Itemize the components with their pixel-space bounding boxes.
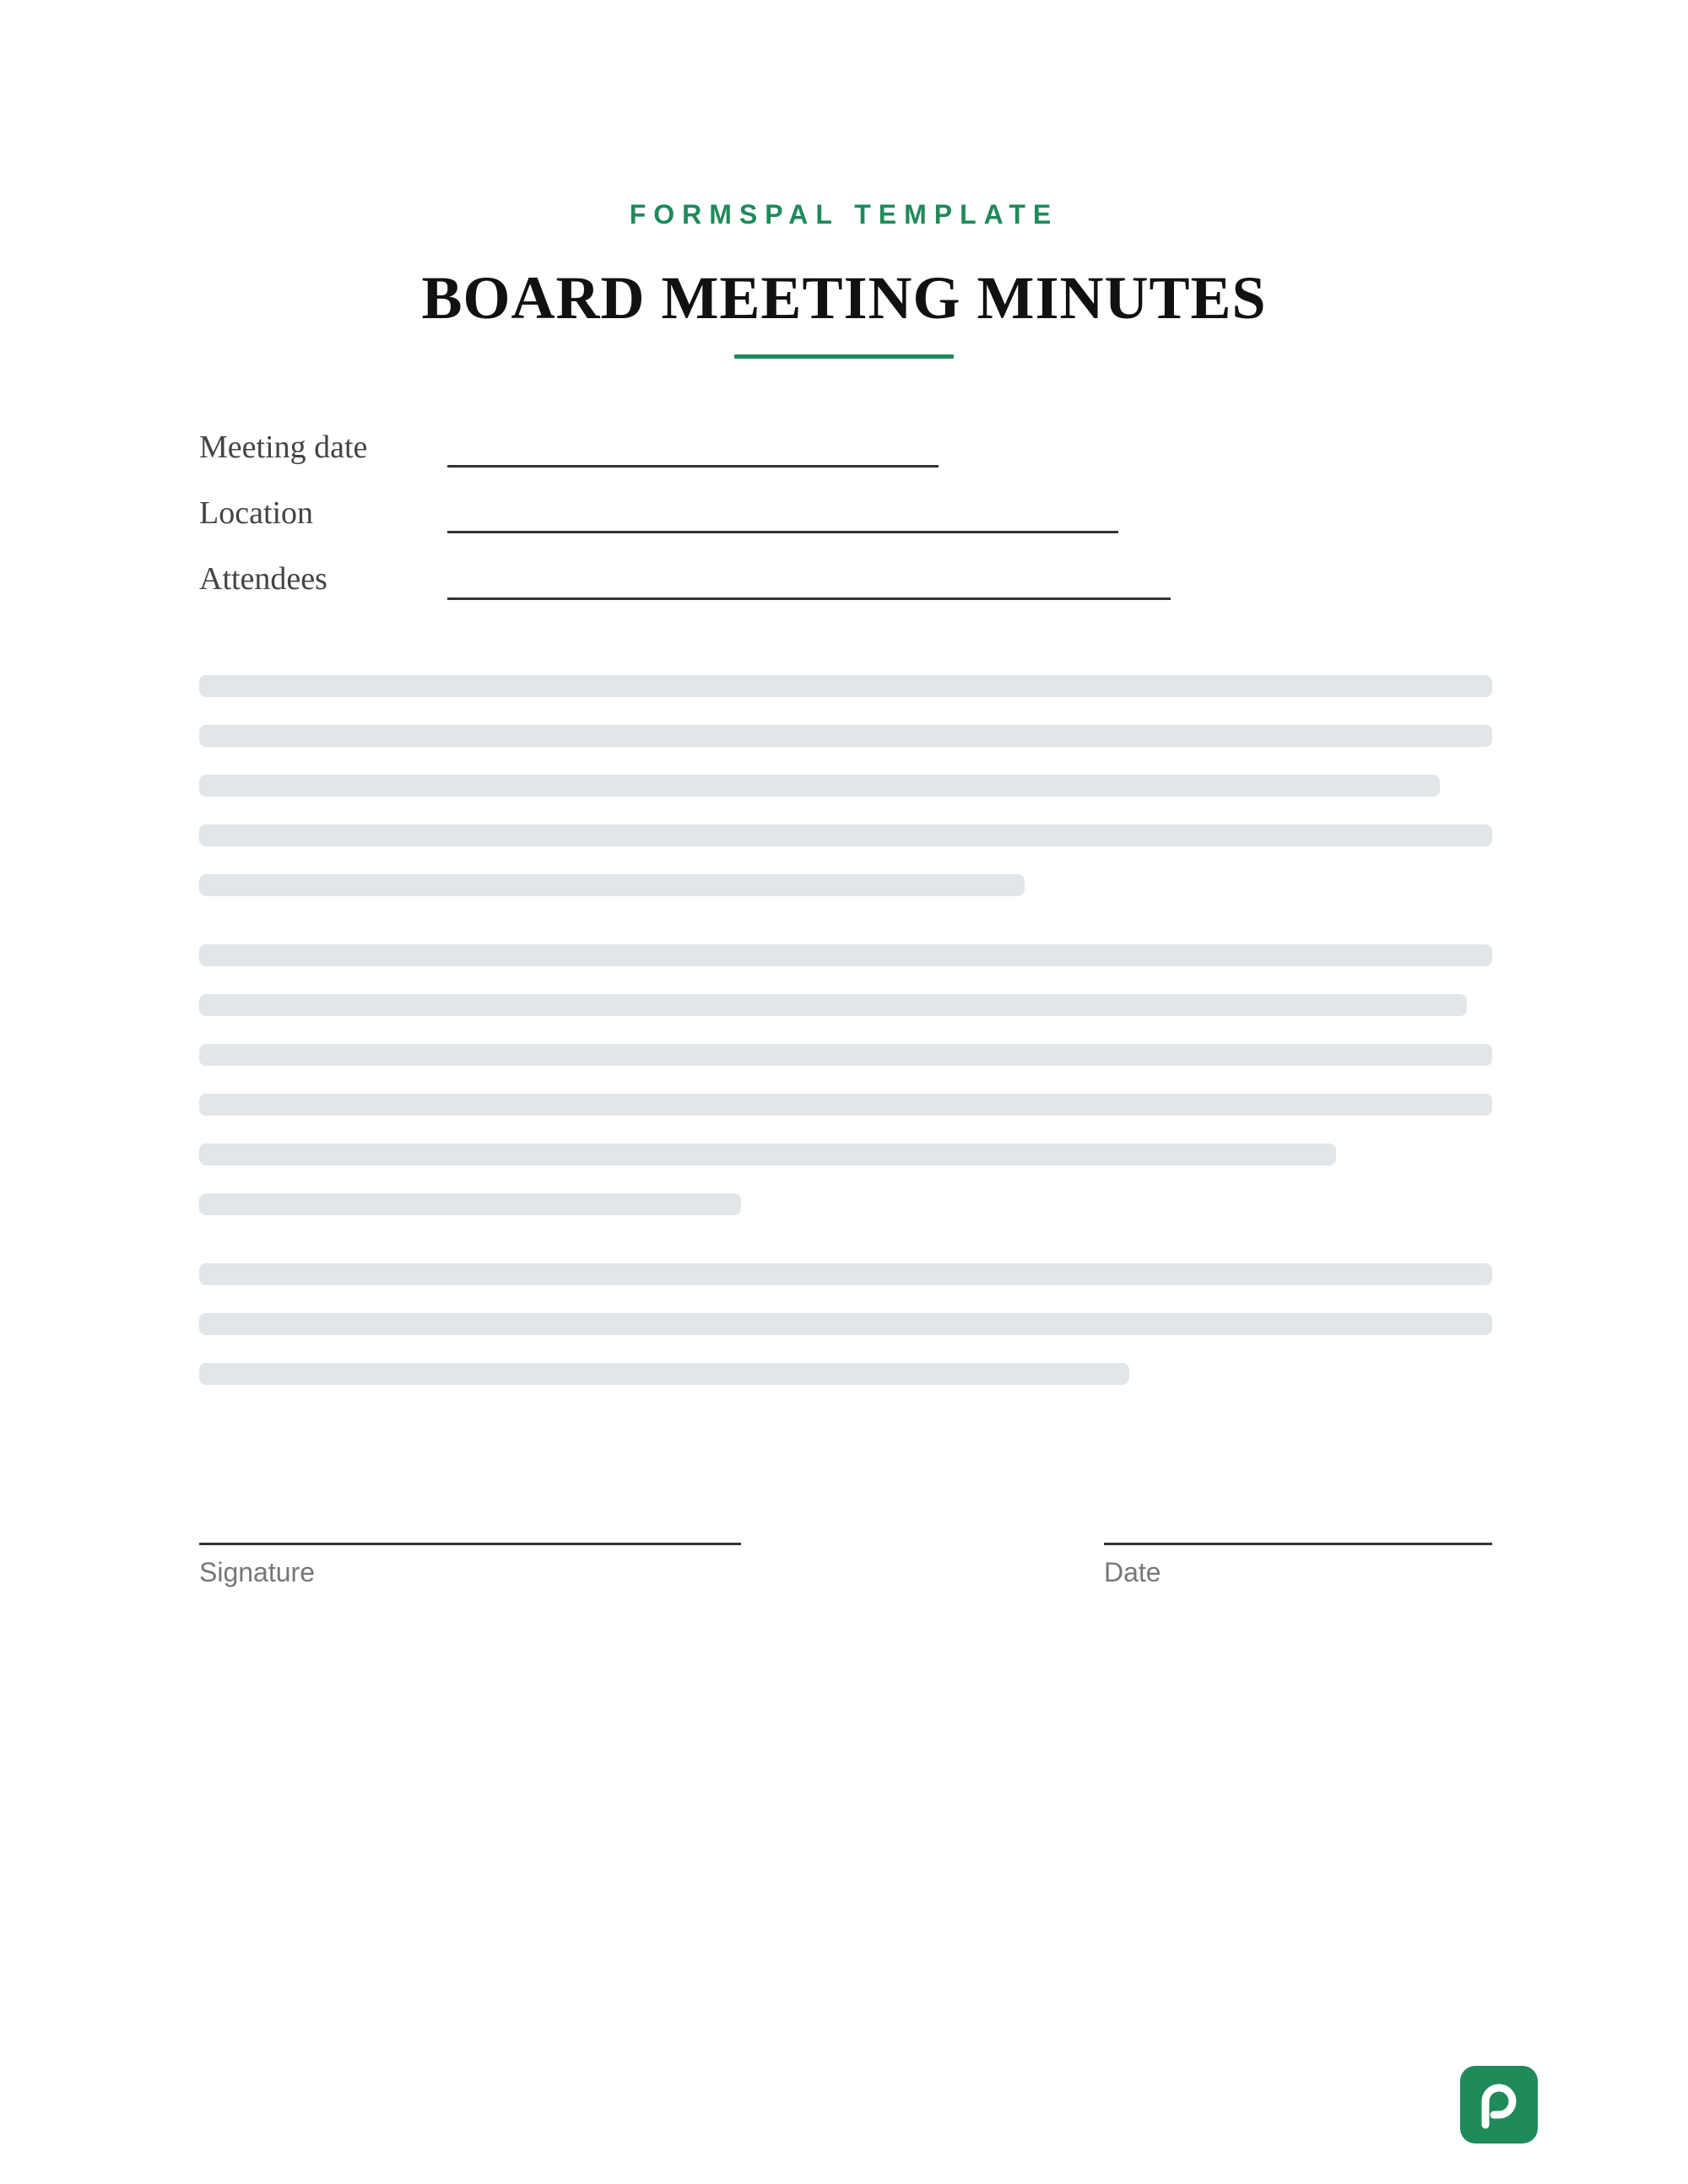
text-placeholder-line [199, 944, 1492, 966]
text-placeholder-line [199, 725, 1492, 747]
text-placeholder-line [199, 1313, 1492, 1335]
document-title: BOARD MEETING MINUTES [421, 264, 1267, 332]
date-label: Date [1104, 1557, 1161, 1587]
text-placeholder-line [199, 874, 1025, 896]
text-placeholder-line [199, 994, 1467, 1016]
text-placeholder-line [199, 1363, 1129, 1385]
formspal-logo-icon [1460, 2066, 1538, 2143]
signature-label: Signature [199, 1557, 315, 1587]
attendees-field[interactable] [447, 597, 1171, 600]
text-placeholder-line [199, 775, 1440, 797]
text-placeholder-line [199, 675, 1492, 697]
location-field[interactable] [447, 531, 1118, 533]
date-field[interactable] [1104, 1543, 1492, 1545]
text-placeholder-line [199, 1143, 1336, 1165]
signature-field[interactable] [199, 1543, 741, 1545]
text-placeholder-line [199, 1094, 1492, 1116]
meeting-date-label: Meeting date [199, 430, 368, 465]
meeting-date-field[interactable] [447, 465, 939, 468]
attendees-label: Attendees [199, 561, 327, 597]
template-eyebrow: FORMSPAL TEMPLATE [629, 199, 1059, 230]
text-placeholder-line [199, 1263, 1492, 1285]
location-label: Location [199, 495, 314, 531]
text-placeholder-line [199, 1193, 741, 1215]
text-placeholder-line [199, 824, 1492, 846]
text-placeholder-line [199, 1044, 1492, 1066]
title-underline [734, 354, 954, 359]
